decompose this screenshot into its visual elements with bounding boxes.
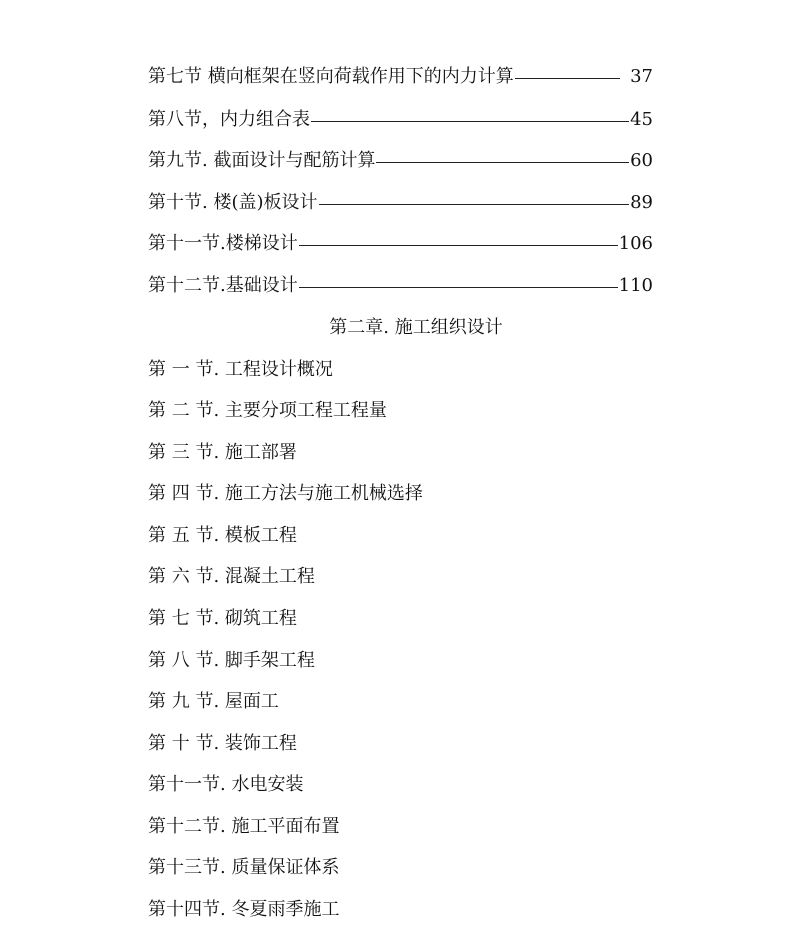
section-entry: 第十一节. 水电安装 <box>148 774 304 795</box>
chapter-heading: 第二章. 施工组织设计 <box>329 317 503 338</box>
section-entry: 第 十 节. 装饰工程 <box>148 733 297 754</box>
toc-entry-page: 89 <box>630 192 653 213</box>
section-entry: 第 七 节. 砌筑工程 <box>148 608 297 629</box>
toc-leader-line <box>515 78 620 79</box>
toc-entry-title: 第八节，内力组合表 <box>148 109 310 130</box>
toc-entry-page: 60 <box>630 150 653 171</box>
toc-leader-line <box>319 204 630 205</box>
toc-entry <box>148 189 653 217</box>
toc-entry-page: 110 <box>618 275 653 296</box>
section-entry: 第 二 节. 主要分项工程工程量 <box>148 400 387 421</box>
toc-entry-page: 106 <box>618 233 653 254</box>
toc-entry-title: 第九节. 截面设计与配筋计算 <box>148 150 376 171</box>
toc-entry-title: 第十一节.楼梯设计 <box>148 233 298 254</box>
toc-entry <box>148 272 653 300</box>
section-entry: 第十二节. 施工平面布置 <box>148 816 340 837</box>
section-entry: 第十四节. 冬夏雨季施工 <box>148 899 340 920</box>
section-entry: 第 九 节. 屋面工 <box>148 691 279 712</box>
section-entry: 第十三节. 质量保证体系 <box>148 857 340 878</box>
toc-entry <box>148 106 653 134</box>
toc-leader-line <box>311 121 629 122</box>
section-entry: 第 五 节. 模板工程 <box>148 525 297 546</box>
toc-entry <box>148 230 653 258</box>
toc-entry-title: 第十二节.基础设计 <box>148 275 298 296</box>
toc-entry-page: 45 <box>630 109 653 130</box>
toc-entry <box>148 63 653 91</box>
section-entry: 第 三 节. 施工部署 <box>148 442 297 463</box>
toc-leader-line <box>376 162 629 163</box>
section-entry: 第 一 节. 工程设计概况 <box>148 359 333 380</box>
section-entry: 第 六 节. 混凝土工程 <box>148 566 315 587</box>
section-entry: 第 八 节. 脚手架工程 <box>148 650 315 671</box>
toc-leader-line <box>299 245 618 246</box>
toc-entry-page: 37 <box>630 66 653 87</box>
toc-entry-title: 第十节. 楼(盖)板设计 <box>148 192 318 213</box>
section-entry: 第 四 节. 施工方法与施工机械选择 <box>148 483 423 504</box>
toc-entry-title: 第七节 横向框架在竖向荷载作用下的内力计算 <box>148 66 514 87</box>
toc-leader-line <box>299 287 618 288</box>
toc-entry <box>148 147 653 175</box>
